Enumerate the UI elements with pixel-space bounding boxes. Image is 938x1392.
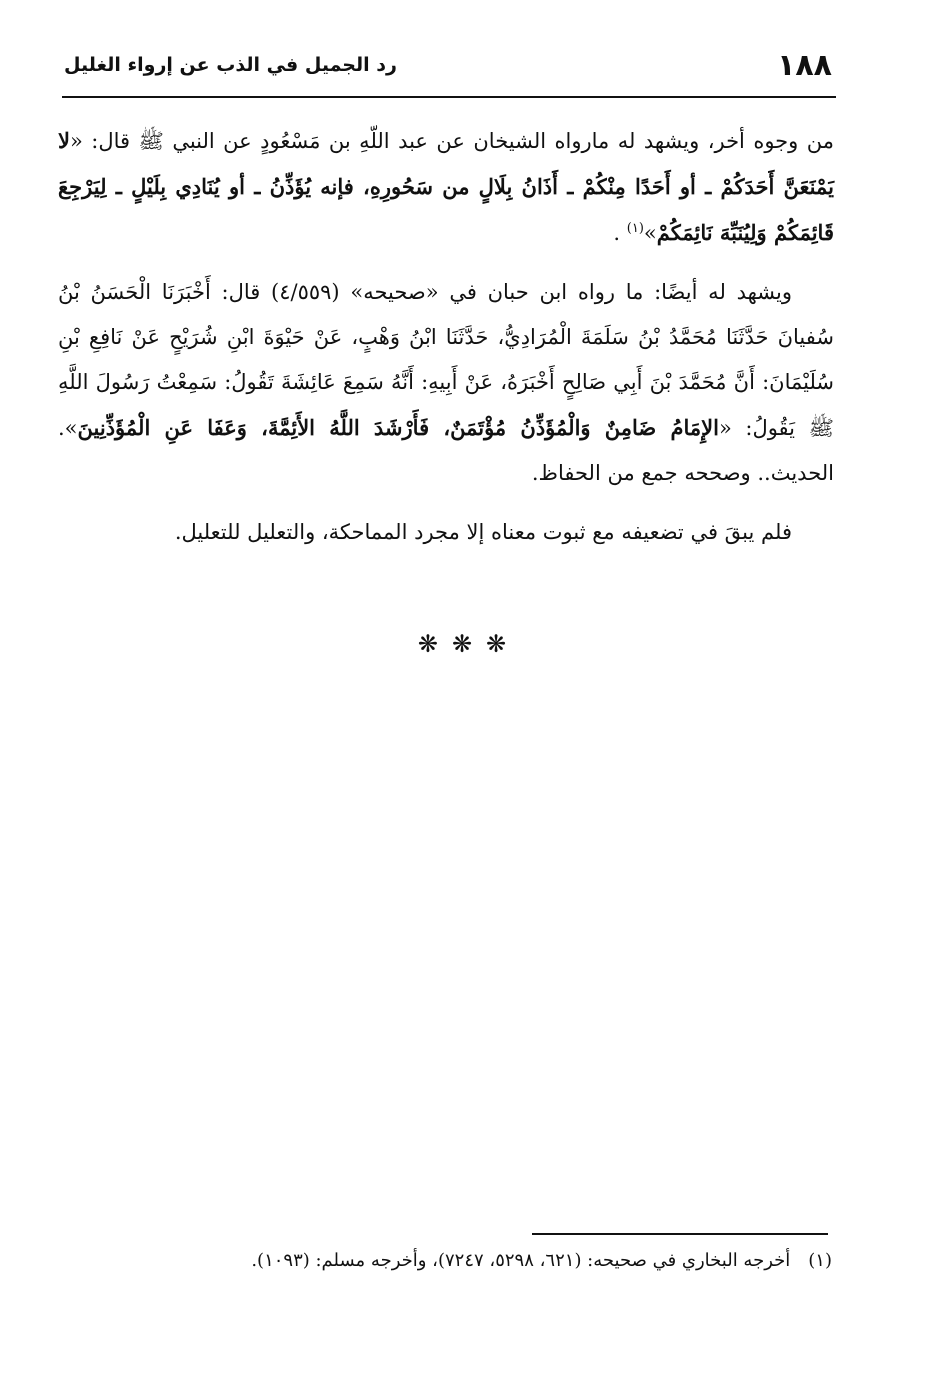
- paragraph-1: [58, 118, 834, 256]
- body-text: [58, 118, 834, 569]
- footnote-text: أخرجه البخاري في صحيحه: (٦٢١، ٥٢٩٨، ٧٢٤٧)، وأخرجه مسلم: (١٠٩٣).: [251, 1250, 791, 1271]
- paragraph-1-intro: من وجوه أخر، ويشهد له مارواه الشيخان عن عبد اللّهِ بن مَسْعُودٍ عن النبي ﷺ قال: «: [69, 129, 834, 153]
- hadith-1: لا يَمْنَعَنَّ أَحَدَكُمْ ـ أو أَحَدًا مِنْكُمْ ـ أَذَانُ بِلَالٍ من سَحُورِهِ، فإنه يُؤَذِّنُ ـ أو يُنَادِي بِلَيْلٍ ـ لِيَرْجِعَ قَائِمَكُمْ وَلِيُنَبِّهَ نَائِمَكُمْ: [58, 128, 834, 245]
- conclusion: فلم يبقَ في تضعيفه مع ثبوت معناه إلا مجرد المماحكة، والتعليل للتعليل.: [174, 520, 792, 544]
- paragraph-1-close: »: [643, 221, 657, 245]
- section-separator: ❋❋❋: [417, 630, 521, 658]
- paragraph-2-intro: ويشهد له أيضًا: ما رواه ابن حبان في «صحيحه» (٤/٥٥٩) قال: أَخْبَرَنَا الْحَسَنُ بْنُ سُفيانَ حَدَّثَنَا مُحَمَّدُ بْنُ سَلَمَةَ الْمُرَادِيُّ، حَدَّثَنَا ابْنُ وَهْبٍ، عَنْ حَيْوَةَ ابْنِ شُرَيْحٍ عَنْ نَافِعِ بْنِ سُلَيْمَانَ: أَنَّ مُحَمَّدَ بْنَ أَبِي صَالِحٍ أَخْبَرَهُ، عَنْ أَبِيهِ: أَنَّهُ سَمِعَ عَائِشَةَ تَقُولُ: سَمِعْتُ رَسُولَ اللَّهِ ﷺ يَقُولُ: «: [58, 280, 834, 440]
- paragraph-1-end: .: [613, 221, 627, 245]
- paragraph-2-close: ». الحديث.. وصححه جمع من الحفاظ.: [58, 416, 834, 485]
- footnote: [60, 1244, 832, 1278]
- running-title: رد الجميل في الذب عن إرواء الغليل: [64, 54, 397, 76]
- footnote-divider: [532, 1233, 828, 1235]
- paragraph-2: [58, 270, 834, 496]
- page-header: [62, 40, 836, 98]
- footnote-number: (١): [808, 1250, 832, 1271]
- page-number: ١٨٨: [777, 48, 832, 83]
- footnote-ref[interactable]: (١): [626, 221, 644, 236]
- hadith-2: الإِمَامُ ضَامِنٌ وَالْمُؤَذِّنُ مُؤْتَمَنٌ، فَأَرْشَدَ اللَّهُ الأَئِمَّةَ، وَعَفَا عَنِ الْمُؤَذِّنِينَ: [77, 415, 719, 440]
